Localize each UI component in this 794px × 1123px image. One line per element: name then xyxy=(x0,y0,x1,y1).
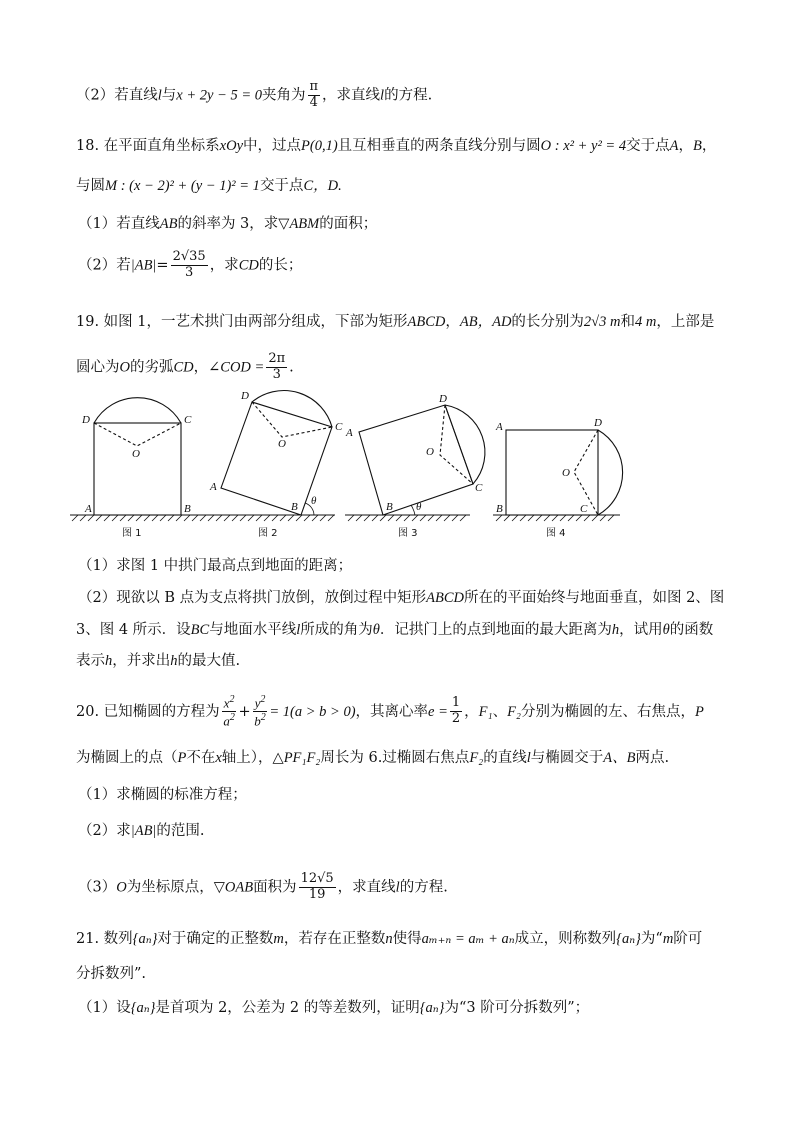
splitting-equation: aₘ₊ₙ = aₘ + aₙ xyxy=(421,931,515,947)
q19-part2-line3: 表示h，并求出h的最大值. xyxy=(76,653,241,669)
fig3-label-d: D xyxy=(439,393,447,405)
q19-part1: （1）求图 1 中拱门最高点到地面的距离； xyxy=(78,558,353,574)
radii-od-oc-3 xyxy=(440,405,473,484)
ellipse-x-term: $\frac{x^2}{a^2}$ xyxy=(223,694,235,729)
fig3-label-theta: θ xyxy=(416,501,422,513)
fig2-label-d: D xyxy=(241,390,249,402)
caption-fig4: 图 4 xyxy=(546,528,566,539)
fig2-label-b: B xyxy=(291,501,298,513)
caption-fig1: 图 1 xyxy=(122,528,142,539)
arch-figures xyxy=(60,380,640,545)
figure-4 xyxy=(493,430,623,521)
ellipse-y-term: $\frac{y^2}{b^2}$ xyxy=(254,694,266,729)
eccentricity-fraction: $\frac{1}{2}$ xyxy=(451,695,461,727)
q20-part1: （1）求椭圆的标准方程； xyxy=(78,787,247,803)
fig2-label-theta: θ xyxy=(311,495,317,507)
q20-stem-line1: 20. 已知椭圆的方程为 $\frac{x^2}{a^2}$ + $\frac{y^2}{b^2}$ = 1(a > b > 0)，其离心率e = $\frac{1}{2}$ ，F₁、F₂分别为椭圆的左、右焦点，P xyxy=(76,694,704,729)
fig2-label-o: O xyxy=(278,438,286,450)
fig3-label-b: B xyxy=(386,501,393,513)
fig1-label-a: A xyxy=(85,503,92,515)
q19-part2-line2: 3、图 4 所示．设BC与地面水平线l所成的角为θ．记拱门上的点到地面的最大距离为h，试用θ的函数 xyxy=(76,622,714,638)
fig3-label-c: C xyxy=(475,482,483,494)
q20-part2: （2）求|AB|的范围. xyxy=(78,823,205,839)
caption-fig2: 图 2 xyxy=(258,528,278,539)
q19-stem-line2: 圆心为O的劣弧CD，∠COD = $\frac{2\pi}{3}$ . xyxy=(76,351,294,382)
caption-fig3: 图 3 xyxy=(398,528,418,539)
q21-stem-line1: 21. 数列{aₙ}对于确定的正整数m，若存在正整数n使得aₘ₊ₙ = aₘ + aₙ成立，则称数列{aₙ}为“m阶可 xyxy=(76,931,703,947)
fig3-label-o: O xyxy=(426,446,434,458)
circle-O-equation: O : x² + y² = 4 xyxy=(540,138,627,154)
q19-stem-line1: 19. 如图 1，一艺术拱门由两部分组成，下部为矩形ABCD，AB，AD的长分别为2√3 m和4 m，上部是 xyxy=(76,314,715,330)
fig2-label-a: A xyxy=(210,481,217,493)
q20-part3: （3）O为坐标原点，▽OAB面积为 $\frac{12√5}{19}$ ，求直线l的方程. xyxy=(78,871,448,902)
q20-stem-line2: 为椭圆上的点（P不在x轴上），△PF₁F₂周长为 6.过椭圆右焦点F₂的直线l与椭圆交于A、B两点. xyxy=(76,750,670,766)
angle-fraction: $\frac{\pi}{4}$ xyxy=(309,79,319,110)
q18-stem-line1: 18. 在平面直角坐标系xOy中，过点P(0,1)且互相垂直的两条直线分别与圆O : x² + y² = 4交于点A，B， xyxy=(76,138,717,154)
fig2-label-c: C xyxy=(335,421,343,433)
fig4-label-d: D xyxy=(594,417,602,429)
line-equation: x + 2y − 5 = 0 xyxy=(176,87,262,104)
q18-part2: （2）若|AB|= $\frac{2√35}{3}$ ，求CD的长； xyxy=(78,249,303,280)
fig4-label-a: A xyxy=(496,421,503,433)
rectangle-abcd-3 xyxy=(359,405,473,515)
area-fraction: $\frac{12√5}{19}$ xyxy=(300,871,334,902)
q21-part1: （1）设{aₙ}是首项为 2，公差为 2 的等差数列，证明{aₙ}为“3 阶可分拆数列”； xyxy=(78,1000,590,1016)
fig4-label-o: O xyxy=(562,467,570,479)
arc-cd-2 xyxy=(252,391,332,427)
rectangle-abcd-1 xyxy=(94,423,181,515)
fig4-label-b: B xyxy=(496,503,503,515)
theta-arc-3 xyxy=(411,505,415,515)
radii-od-oc-2 xyxy=(252,402,332,437)
q17-part2: （2）若直线l与x + 2y − 5 = 0夹角为 $\frac{\pi}{4}$ ，求直线l的方程. xyxy=(76,79,433,110)
ground-hatch-3 xyxy=(348,515,466,521)
q18-part1: （1）若直线AB的斜率为 3，求▽ABM的面积； xyxy=(78,216,378,232)
figure-3 xyxy=(345,405,485,521)
arc-cd-4 xyxy=(598,430,623,515)
fig1-label-b: B xyxy=(184,503,191,515)
angle-cod-fraction: $\frac{2\pi}{3}$ xyxy=(268,351,286,382)
fig1-label-o: O xyxy=(132,448,140,460)
fig4-label-c: C xyxy=(580,503,588,515)
arc-cd-3 xyxy=(445,405,485,484)
fig1-label-d: D xyxy=(82,414,90,426)
var-l: l xyxy=(157,87,162,104)
radii-od-oc-1 xyxy=(94,423,181,446)
q21-stem-line2: 分拆数列”. xyxy=(76,966,147,982)
ground-hatch-2 xyxy=(208,515,334,521)
q19-part2-line1: （2）现欲以 B 点为支点将拱门放倒，放倒过程中矩形ABCD所在的平面始终与地面垂直，如图 2、图 xyxy=(78,590,725,606)
fig3-label-a: A xyxy=(346,427,353,439)
circle-M-equation: M : (x − 2)² + (y − 1)² = 1 xyxy=(105,178,260,194)
ground-hatch-1 xyxy=(72,515,206,521)
q18-stem-line2: 与圆M : (x − 2)² + (y − 1)² = 1交于点C，D. xyxy=(76,178,342,194)
arc-cd-1 xyxy=(94,398,181,423)
fig1-label-c: C xyxy=(184,414,192,426)
ground-hatch-4 xyxy=(496,515,614,521)
ab-length-fraction: $\frac{2√35}{3}$ xyxy=(172,249,206,280)
